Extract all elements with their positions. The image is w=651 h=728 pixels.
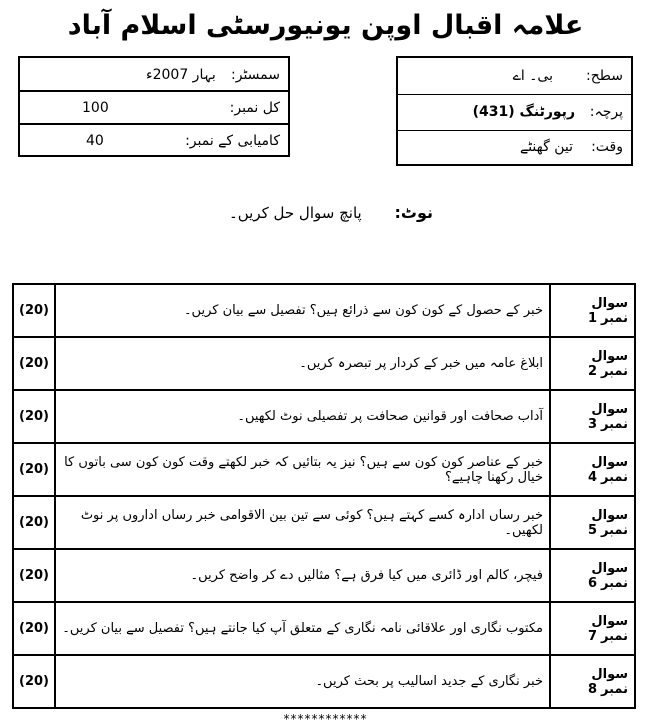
question-label [550, 602, 635, 655]
pass-marks-label: کامیابی کے نمبر: [185, 132, 280, 149]
question-row [13, 655, 635, 708]
semester-value: بہار 2007ء [146, 66, 216, 83]
question-marks: (20) [13, 549, 55, 602]
question-label [550, 390, 635, 443]
question-row [13, 496, 635, 549]
question-label-text: سوال نمبر [591, 560, 628, 591]
question-label [550, 496, 635, 549]
question-marks: (20) [13, 602, 55, 655]
question-label-text: سوال نمبر [591, 348, 628, 379]
question-row [13, 284, 635, 337]
question-label [550, 337, 635, 390]
question-number: 3 [587, 416, 597, 432]
exam-info-box-left [18, 56, 290, 157]
question-row [13, 549, 635, 602]
question-number: 4 [587, 469, 597, 485]
total-marks-value: 100 [82, 99, 109, 116]
question-label [550, 549, 635, 602]
question-marks: (20) [13, 284, 55, 337]
question-text: مکتوب نگاری اور علاقائی نامہ نگاری کے متعلق آپ کیا جانتے ہیں؟ تفصیل سے بیان کریں۔ [55, 602, 550, 655]
question-number: 6 [587, 575, 597, 591]
level-value: بی۔ اے [512, 68, 553, 84]
total-marks-label: کل نمبر: [229, 99, 280, 116]
paper-label: پرچہ: [589, 104, 623, 120]
pass-marks-value: 40 [86, 132, 104, 149]
time-label: وقت: [591, 139, 623, 155]
question-row [13, 602, 635, 655]
question-label [550, 284, 635, 337]
question-text: فیچر، کالم اور ڈائری میں کیا فرق ہے؟ مثالیں دے کر واضح کریں۔ [55, 549, 550, 602]
question-marks: (20) [13, 443, 55, 496]
paper-row [398, 94, 631, 130]
level-label: سطح: [586, 68, 623, 84]
question-label-text: سوال نمبر [591, 295, 628, 326]
question-marks: (20) [13, 496, 55, 549]
time-row [398, 130, 631, 164]
question-label-text: سوال نمبر [591, 507, 628, 538]
note-label: نوٹ: [394, 203, 433, 222]
total-marks-row [20, 91, 288, 124]
question-label-text: سوال نمبر [591, 666, 628, 697]
question-text: آداب صحافت اور قوانین صحافت پر تفصیلی نوٹ لکھیں۔ [55, 390, 550, 443]
semester-label: سمسٹر: [231, 66, 280, 83]
paper-value: رپورٹنگ (431) [472, 104, 575, 120]
question-row [13, 443, 635, 496]
pass-marks-row [20, 124, 288, 157]
question-label [550, 655, 635, 708]
question-number: 8 [587, 681, 597, 697]
question-number: 1 [587, 310, 597, 326]
note-text: پانچ سوال حل کریں۔ [228, 204, 362, 222]
question-text: خبر نگاری کے جدید اسالیب پر بحث کریں۔ [55, 655, 550, 708]
question-text: ابلاغ عامہ میں خبر کے کردار پر تبصرہ کریں۔ [55, 337, 550, 390]
question-row [13, 390, 635, 443]
question-label [550, 443, 635, 496]
question-label-text: سوال نمبر [591, 454, 628, 485]
questions-table [12, 283, 636, 709]
time-value: تین گھنٹے [520, 139, 573, 155]
question-number: 2 [587, 363, 597, 379]
exam-info-box-right [396, 56, 633, 166]
semester-row [20, 58, 288, 91]
question-number: 5 [587, 522, 597, 538]
question-text: خبر رساں ادارہ کسے کہتے ہیں؟ کوئی سے تین بین الاقوامی خبر رساں اداروں پر نوٹ لکھیں۔ [55, 496, 550, 549]
instruction-note [229, 203, 433, 222]
question-text: خبر کے عناصر کون کون سے ہیں؟ نیز یہ بتائیں کہ خبر لکھتے وقت کون کون سی باتوں کا خیال رکھنا چاہیے؟ [55, 443, 550, 496]
question-marks: (20) [13, 390, 55, 443]
end-stars: ************ [283, 712, 368, 726]
question-marks: (20) [13, 337, 55, 390]
question-label-text: سوال نمبر [591, 613, 628, 644]
question-label-text: سوال نمبر [591, 401, 628, 432]
question-row [13, 337, 635, 390]
university-title: علامہ اقبال اوپن یونیورسٹی اسلام آباد [67, 10, 584, 41]
question-number: 7 [587, 628, 597, 644]
level-row [398, 58, 631, 94]
question-text: خبر کے حصول کے کون کون سے ذرائع ہیں؟ تفصیل سے بیان کریں۔ [55, 284, 550, 337]
question-marks: (20) [13, 655, 55, 708]
